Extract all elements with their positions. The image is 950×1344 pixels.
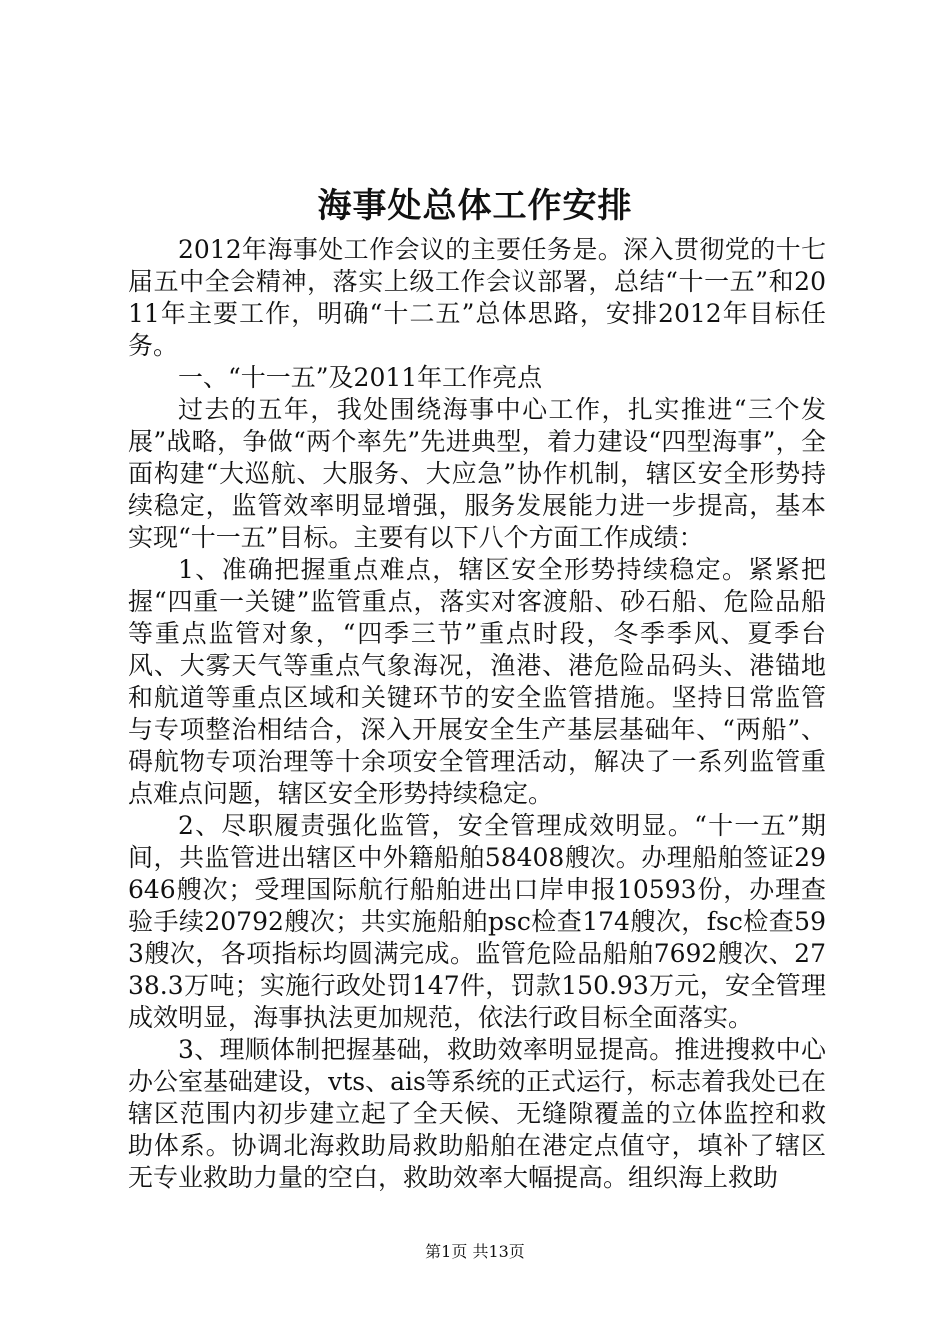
section-heading: 一、“十一五”及2011年工作亮点 (178, 363, 543, 392)
paragraph-item-3: 3、理顺体制把握基础，救助效率明显提高。推进搜救中心办公室基础建设，vts、ais等系统的正式运行，标志着我处已在辖区范围内初步建立起了全天候、无缝隙覆盖的立体监控和救助体系。协调北海救助局救助船舶在港定点值守，填补了辖区无专业救助力量的空白，救助效率大幅提高。组织海上救助 (128, 1035, 826, 1192)
page-number-footer: 第1页 共13页 (425, 1242, 525, 1261)
paragraph-intro: 2012年海事处工作会议的主要任务是。深入贯彻党的十七届五中全会精神，落实上级工作会议部署，总结“十一五”和2011年主要工作，明确“十二五”总体思路，安排2012年目标任务。 (128, 235, 826, 360)
paragraph-overview: 过去的五年，我处围绕海事中心工作，扎实推进“三个发展”战略，争做“两个率先”先进典型，着力建设“四型海事”，全面构建“大巡航、大服务、大应急”协作机制，辖区安全形势持续稳定，监管效率明显增强，服务发展能力进一步提高，基本实现“十一五”目标。主要有以下八个方面工作成绩： (128, 395, 826, 552)
document-title: 海事处总体工作安排 (317, 186, 633, 226)
document-body (128, 234, 826, 1194)
paragraph-item-1: 1、准确把握重点难点，辖区安全形势持续稳定。紧紧把握“四重一关键”监管重点，落实对客渡船、砂石船、危险品船等重点监管对象，“四季三节”重点时段，冬季季风、夏季台风、大雾天气等重点气象海况，渔港、港危险品码头、港锚地和航道等重点区域和关键环节的安全监管措施。坚持日常监管与专项整治相结合，深入开展安全生产基层基础年、“两船”、碍航物专项治理等十余项安全管理活动，解决了一系列监管重点难点问题，辖区安全形势持续稳定。 (128, 555, 826, 808)
paragraph-item-2: 2、尽职履责强化监管，安全管理成效明显。“十一五”期间，共监管进出辖区中外籍船舶58408艘次。办理船舶签证29646艘次；受理国际航行船舶进出口岸申报10593份，办理查验手续20792艘次；共实施船舶psc检查174艘次，fsc检查593艘次，各项指标均圆满完成。监管危险品船舶7692艘次、2738.3万吨；实施行政处罚147件，罚款150.93万元，安全管理成效明显，海事执法更加规范，依法行政目标全面落实。 (128, 811, 826, 1032)
